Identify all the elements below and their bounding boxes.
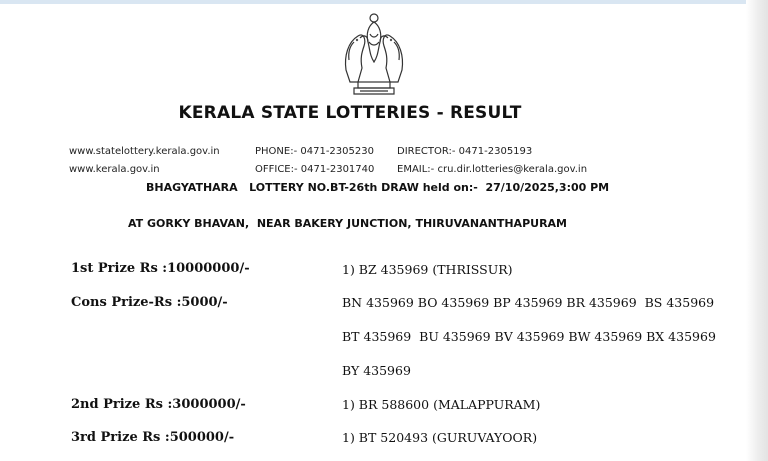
email-address[interactable]: EMAIL:- cru.dir.lotteries@kerala.gov.in [397,164,588,175]
first-prize-label: 1st Prize Rs :10000000/- [71,261,250,276]
phone-number: PHONE:- 0471-2305230 [255,146,374,157]
consolation-prize-label: Cons Prize-Rs :5000/- [71,295,228,310]
draw-venue: AT GORKY BHAVAN, NEAR BAKERY JUNCTION, THIRUVANANTHAPURAM [128,217,567,230]
director-number: DIRECTOR:- 0471-2305193 [397,146,533,157]
consolation-prize-line: BN 435969 BO 435969 BP 435969 BR 435969 BS 435969 [342,295,715,310]
office-number: OFFICE:- 0471-2301740 [255,164,375,175]
page-edge-shadow [746,0,768,461]
second-prize-winner: 1) BR 588600 (MALAPPURAM) [342,397,541,412]
website-link-statelottery[interactable]: www.statelottery.kerala.gov.in [69,146,220,157]
consolation-prize-line: BY 435969 [342,363,411,378]
first-prize-winner: 1) BZ 435969 (THRISSUR) [342,262,513,277]
consolation-prize-line: BT 435969 BU 435969 BV 435969 BW 435969 BX 435969 [342,329,716,344]
kerala-state-emblem-icon [340,12,408,98]
website-link-kerala[interactable]: www.kerala.gov.in [69,164,160,175]
page-title: KERALA STATE LOTTERIES - RESULT [178,103,522,123]
third-prize-label: 3rd Prize Rs :500000/- [71,430,235,445]
second-prize-label: 2nd Prize Rs :3000000/- [71,397,246,412]
third-prize-winner: 1) BT 520493 (GURUVAYOOR) [342,430,538,445]
draw-details: BHAGYATHARA LOTTERY NO.BT-26th DRAW held on:- 27/10/2025,3:00 PM [146,181,610,194]
